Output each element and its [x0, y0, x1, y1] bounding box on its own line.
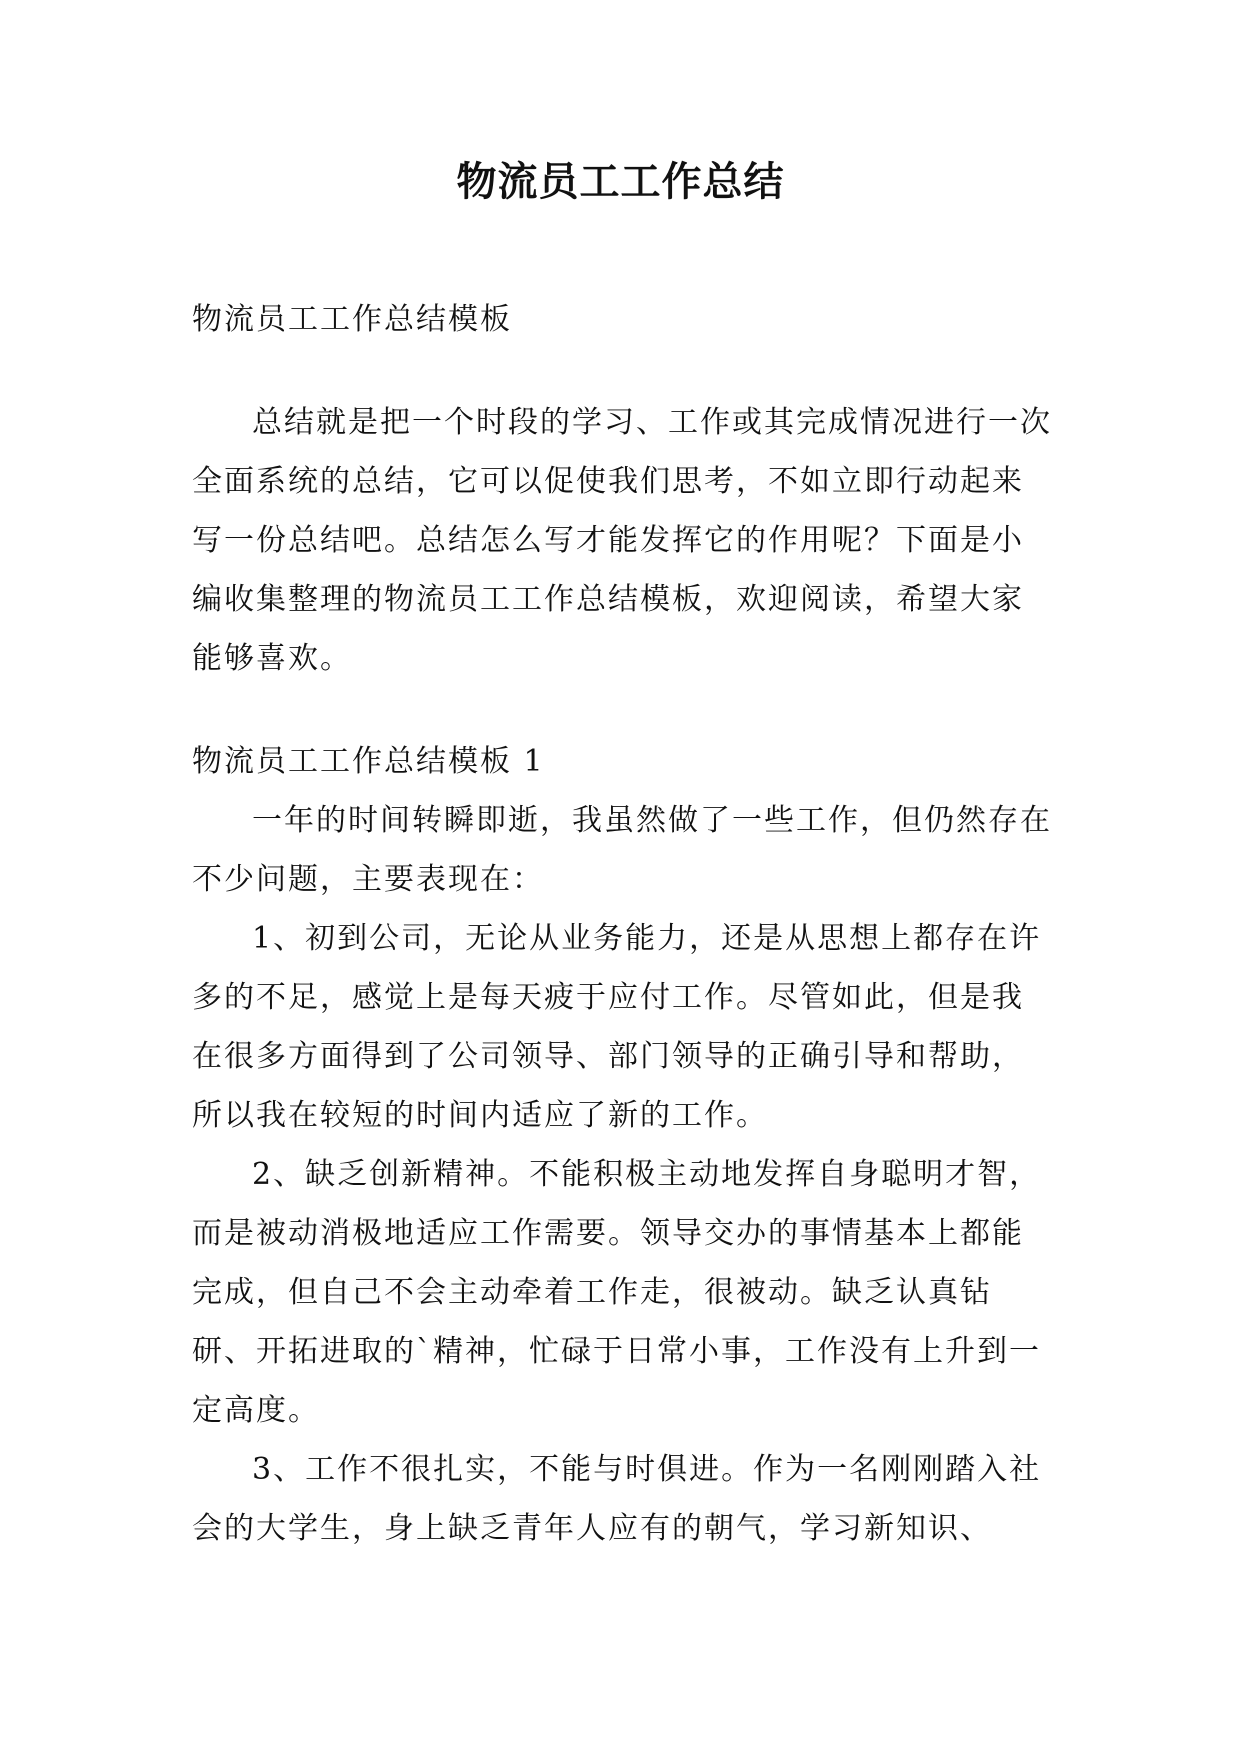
body-paragraph: 1、初到公司，无论从业务能力，还是从思想上都存在许多的不足，感觉上是每天疲于应付工作。尽管如此，但是我在很多方面得到了公司领导、部门领导的正确引导和帮助，所以我在较短的时间内适应了新的工作。 — [192, 921, 1042, 1133]
intro-paragraph: 总结就是把一个时段的学习、工作或其完成情况进行一次全面系统的总结，它可以促使我们思考，不如立即行动起来写一份总结吧。总结怎么写才能发挥它的作用呢？下面是小编收集整理的物流员工工作总结模板，欢迎阅读，希望大家能够喜欢。 — [192, 405, 1052, 676]
body-paragraph: 3、工作不很扎实，不能与时俱进。作为一名刚刚踏入社会的大学生，身上缺乏青年人应有的朝气，学习新知识、 — [192, 1452, 1042, 1546]
document-subtitle: 物流员工工作总结模板 — [192, 302, 512, 337]
body-paragraph: 一年的时间转瞬即逝，我虽然做了一些工作，但仍然存在不少问题，主要表现在： — [192, 803, 1052, 897]
section-heading: 物流员工工作总结模板 1 — [192, 744, 545, 779]
document-body — [192, 290, 1052, 1558]
body-paragraph: 2、缺乏创新精神。不能积极主动地发挥自身聪明才智，而是被动消极地适应工作需要。领导交办的事情基本上都能完成，但自己不会主动牵着工作走，很被动。缺乏认真钻研、开拓进取的`精神，忙碌于日常小事，工作没有上升到一定高度。 — [192, 1157, 1042, 1428]
document-title: 物流员工工作总结 — [456, 158, 785, 205]
